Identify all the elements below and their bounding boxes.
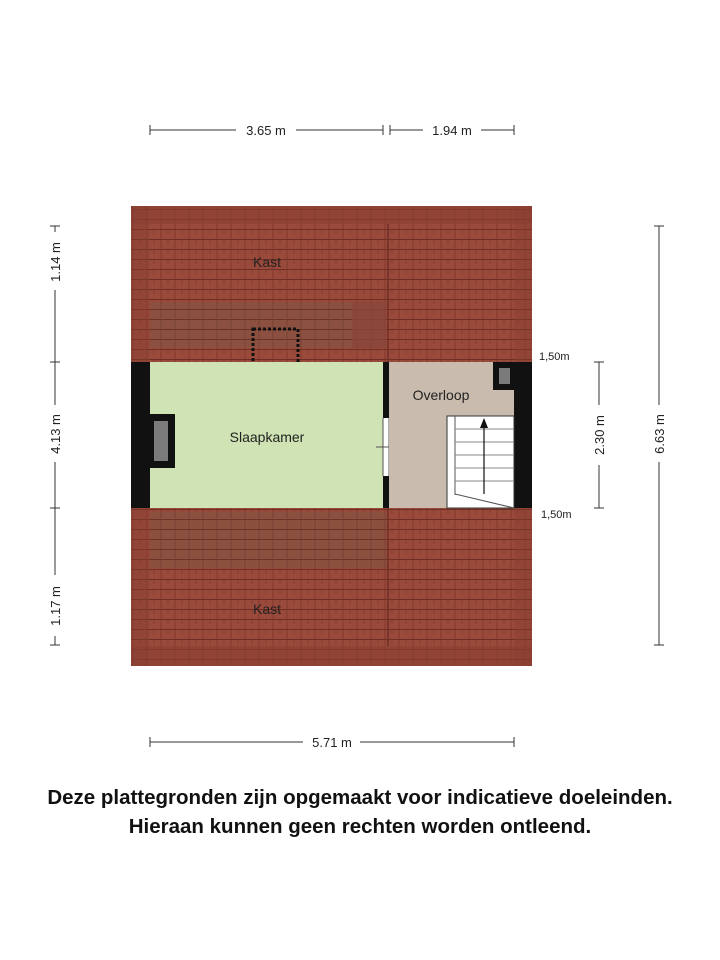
room-label-kast-bottom: Kast [252, 601, 282, 617]
dimension-label: 6.63 m [652, 414, 667, 454]
level-marker-upper: 1,50m [539, 351, 570, 363]
staircase [447, 416, 514, 508]
dimension-left-bottom [48, 508, 63, 645]
disclaimer-line-2: Hieraan kunnen geen rechten worden ontleend. [128, 815, 592, 838]
dimension-label: 1.14 m [48, 242, 63, 282]
landing [389, 362, 532, 508]
dimension-right-inner [592, 362, 607, 508]
dimension-label: 1.94 m [432, 123, 472, 138]
dimension-bottom [150, 735, 514, 750]
dimension-label: 4.13 m [48, 414, 63, 454]
room-label-landing: Overloop [412, 387, 470, 403]
dimension-right-outer [652, 226, 667, 645]
disclaimer [0, 783, 720, 841]
dimension-label: 2.30 m [592, 415, 607, 455]
disclaimer-line-1: Deze plattegronden zijn opgemaakt voor indicatieve doeleinden. [47, 786, 673, 809]
room-label-kast-top: Kast [252, 254, 282, 270]
dimension-left-top [48, 226, 63, 362]
roof-bottom [131, 508, 532, 666]
roof-top [131, 206, 532, 385]
dimension-label: 3.65 m [246, 123, 286, 138]
room-label-bedroom: Slaapkamer [229, 429, 305, 445]
level-marker-lower: 1,50m [541, 509, 572, 521]
dimension-label: 5.71 m [312, 735, 352, 750]
dimension-left-middle [48, 362, 63, 508]
dimension-top-right [390, 123, 514, 138]
dimension-label: 1.17 m [48, 586, 63, 626]
dimension-top-left [150, 123, 383, 138]
